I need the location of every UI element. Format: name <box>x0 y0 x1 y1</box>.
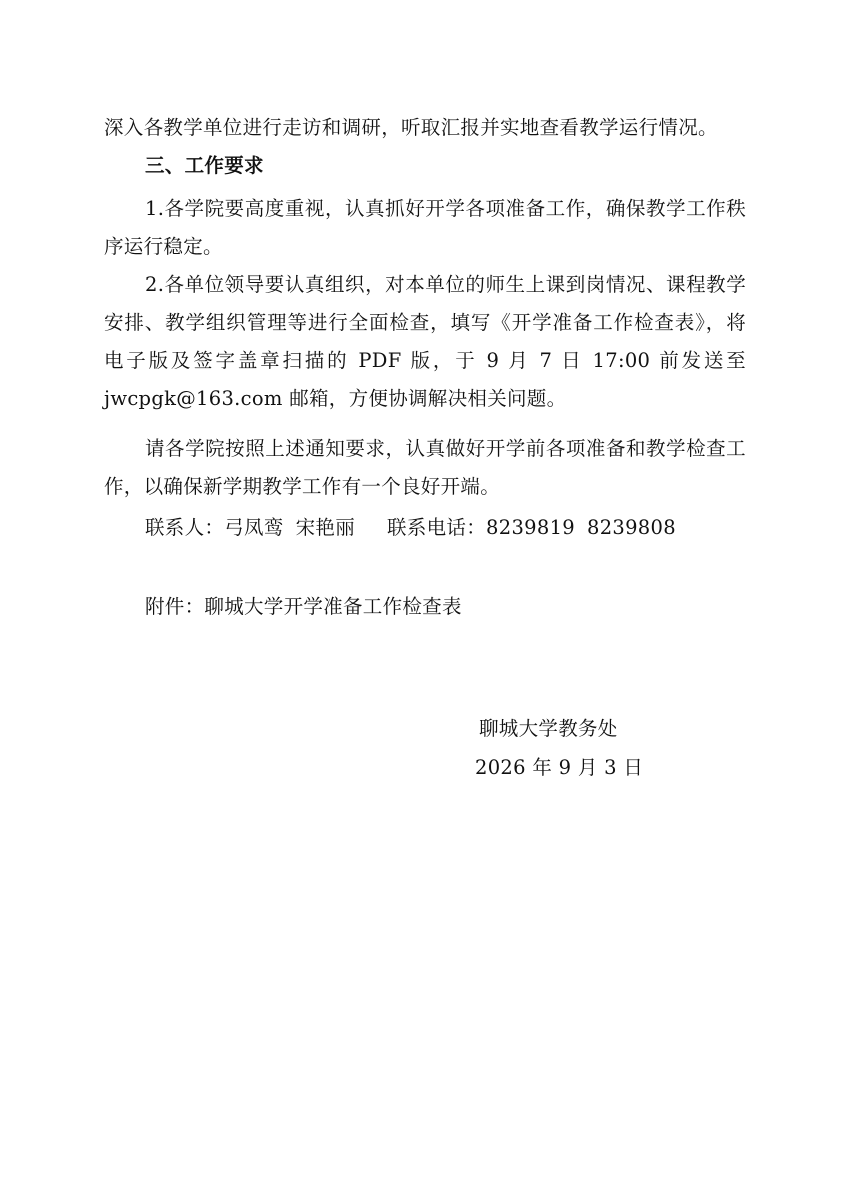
closing-paragraph: 请各学院按照上述通知要求，认真做好开学前各项准备和教学检查工作，以确保新学期教学工作有一个良好开端。 <box>104 437 746 498</box>
section3-heading: 三、工作要求 <box>145 154 264 177</box>
contact-name-1: 弓凤鸾 <box>224 516 284 539</box>
signature-org: 聊城大学教务处 <box>479 717 618 740</box>
attachment-line: 附件：聊城大学开学准备工作检查表 <box>145 595 462 618</box>
phone-number-1: 8239819 <box>486 516 575 539</box>
contact-label: 联系人： <box>145 516 225 539</box>
requirement-item-1: 1.各学院要高度重视，认真抓好开学各项准备工作，确保教学工作秩序运行稳定。 <box>104 197 746 258</box>
signature-date: 2026 年 9 月 3 日 <box>475 756 644 779</box>
phone-label: 联系电话： <box>387 516 487 539</box>
phone-number-2: 8239808 <box>586 516 676 539</box>
intro-tail-paragraph: 深入各教学单位进行走访和调研，听取汇报并实地查看教学运行情况。 <box>104 116 718 139</box>
requirement-item-2: 2.各单位领导要认真组织，对本单位的师生上课到岗情况、课程教学安排、教学组织管理等进行全面检查，填写《开学准备工作检查表》，将电子版及签字盖章扫描的 PDF 版，于 9 月 7 日 17:00 前发送至 jwcpgk@163.com 邮箱，方便协调解决相关问题。 <box>104 273 746 410</box>
contact-line <box>145 515 676 541</box>
contact-name-2: 宋艳丽 <box>295 516 356 539</box>
